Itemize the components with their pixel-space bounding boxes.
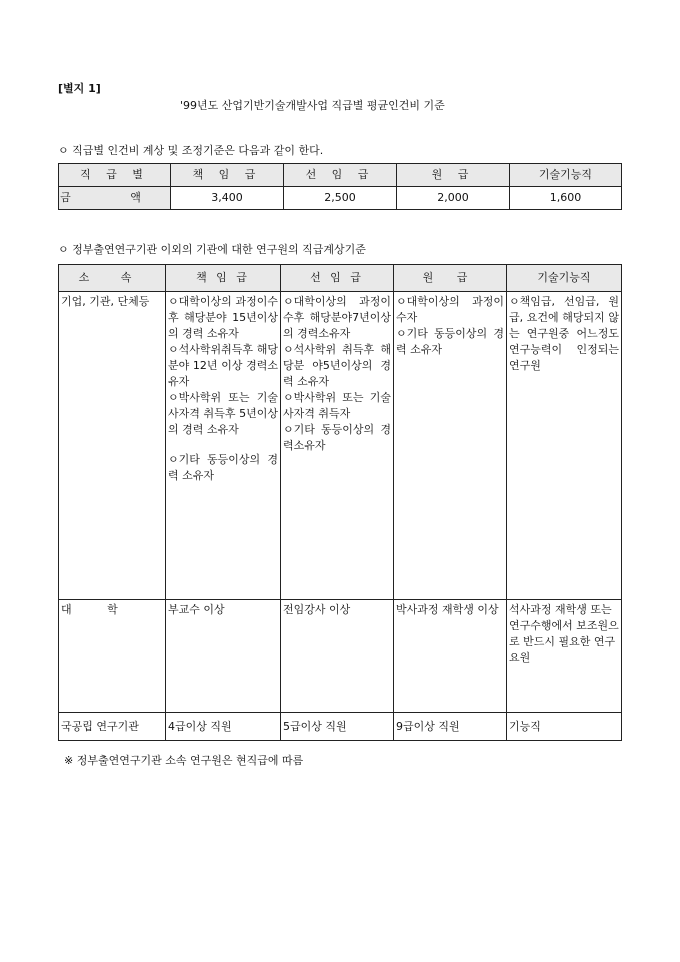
amount-cell: 3,400 (171, 187, 284, 210)
spacer (168, 438, 278, 452)
criteria-row-public-institute (59, 713, 622, 741)
header-cell: 직 급 별 (59, 164, 171, 187)
header-cell: 책 임 급 (171, 164, 284, 187)
criteria-item: ㅇ석사학위취득후 해당분야 12년 이상 경력소유자 (168, 343, 278, 388)
header-cell: 책 임 급 (166, 265, 281, 292)
senior-criteria-cell: 4급이상 직원 (166, 713, 281, 741)
amount-cell: 2,000 (397, 187, 510, 210)
criteria-item: ㅇ책임급, 선임급, 원급, 요건에 해당되지 않는 연구원중 어느정도 연구능력이 인정되는 연구원 (509, 295, 619, 372)
criteria-item: ㅇ박사학위 또는 기술사자격 취득후 5년이상의 경력 소유자 (168, 391, 278, 436)
senior-criteria-cell: 부교수 이상 (166, 600, 281, 713)
section1-heading: ㅇ 직급별 인건비 계상 및 조정기준은 다음과 같이 한다. (58, 144, 324, 157)
salary-table (58, 163, 622, 210)
criteria-table-header (59, 265, 622, 292)
row-label: 금 액 (59, 187, 171, 210)
mid-criteria-cell: 5급이상 직원 (281, 713, 394, 741)
criteria-row-university (59, 600, 622, 713)
junior-criteria-cell: 박사과정 재학생 이상 (394, 600, 507, 713)
salary-table-row (59, 187, 622, 210)
senior-criteria-cell (166, 292, 281, 600)
section2-heading: ㅇ 정부출연연구기관 이외의 기관에 대한 연구원의 직급계상기준 (58, 243, 366, 256)
criteria-item: ㅇ대학이상의 과정이수자 (396, 295, 504, 324)
salary-table-header (59, 164, 622, 187)
criteria-item: ㅇ기타 동등이상의 경력 소유자 (396, 327, 504, 356)
tech-criteria-cell: 석사과정 재학생 또는 연구수행에서 보조원으로 반드시 필요한 연구요원 (507, 600, 622, 713)
criteria-item: ㅇ대학이상의 과정이수후 해당분야 15년이상의 경력 소유자 (168, 295, 278, 340)
criteria-row-company (59, 292, 622, 600)
header-cell: 선 임 급 (281, 265, 394, 292)
junior-criteria-cell (394, 292, 507, 600)
header-cell: 소 속 (59, 265, 166, 292)
grade-criteria-table (58, 264, 622, 741)
junior-criteria-cell: 9급이상 직원 (394, 713, 507, 741)
header-cell: 기술기능직 (507, 265, 622, 292)
attachment-label: [별지 1] (58, 82, 101, 95)
header-cell: 기술기능직 (510, 164, 622, 187)
mid-criteria-cell (281, 292, 394, 600)
criteria-item: ㅇ기타 동등이상의 경력소유자 (283, 423, 391, 452)
amount-cell: 2,500 (284, 187, 397, 210)
amount-cell: 1,600 (510, 187, 622, 210)
affiliation-cell: 기업, 기관, 단체등 (59, 292, 166, 600)
criteria-item: ㅇ박사학위 또는 기술사자격 취득자 (283, 391, 391, 420)
criteria-item: ㅇ석사학위 취득후 해당분 야5년이상의 경력 소유자 (283, 343, 391, 388)
mid-criteria-cell: 전임강사 이상 (281, 600, 394, 713)
document-title: '99년도 산업기반기술개발사업 직급별 평균인건비 기준 (180, 99, 445, 112)
affiliation-cell: 대 학 (59, 600, 166, 713)
header-cell: 원 급 (397, 164, 510, 187)
tech-criteria-cell: 기능직 (507, 713, 622, 741)
header-cell: 선 임 급 (284, 164, 397, 187)
affiliation-cell: 국공립 연구기관 (59, 713, 166, 741)
header-cell: 원 급 (394, 265, 507, 292)
criteria-item: ㅇ대학이상의 과정이수후 해당분야7년이상의 경력소유자 (283, 295, 391, 340)
tech-criteria-cell (507, 292, 622, 600)
criteria-item: ㅇ기타 동등이상의 경력 소유자 (168, 453, 278, 482)
footnote: ※ 정부출연연구기관 소속 연구원은 현직급에 따름 (64, 754, 304, 767)
